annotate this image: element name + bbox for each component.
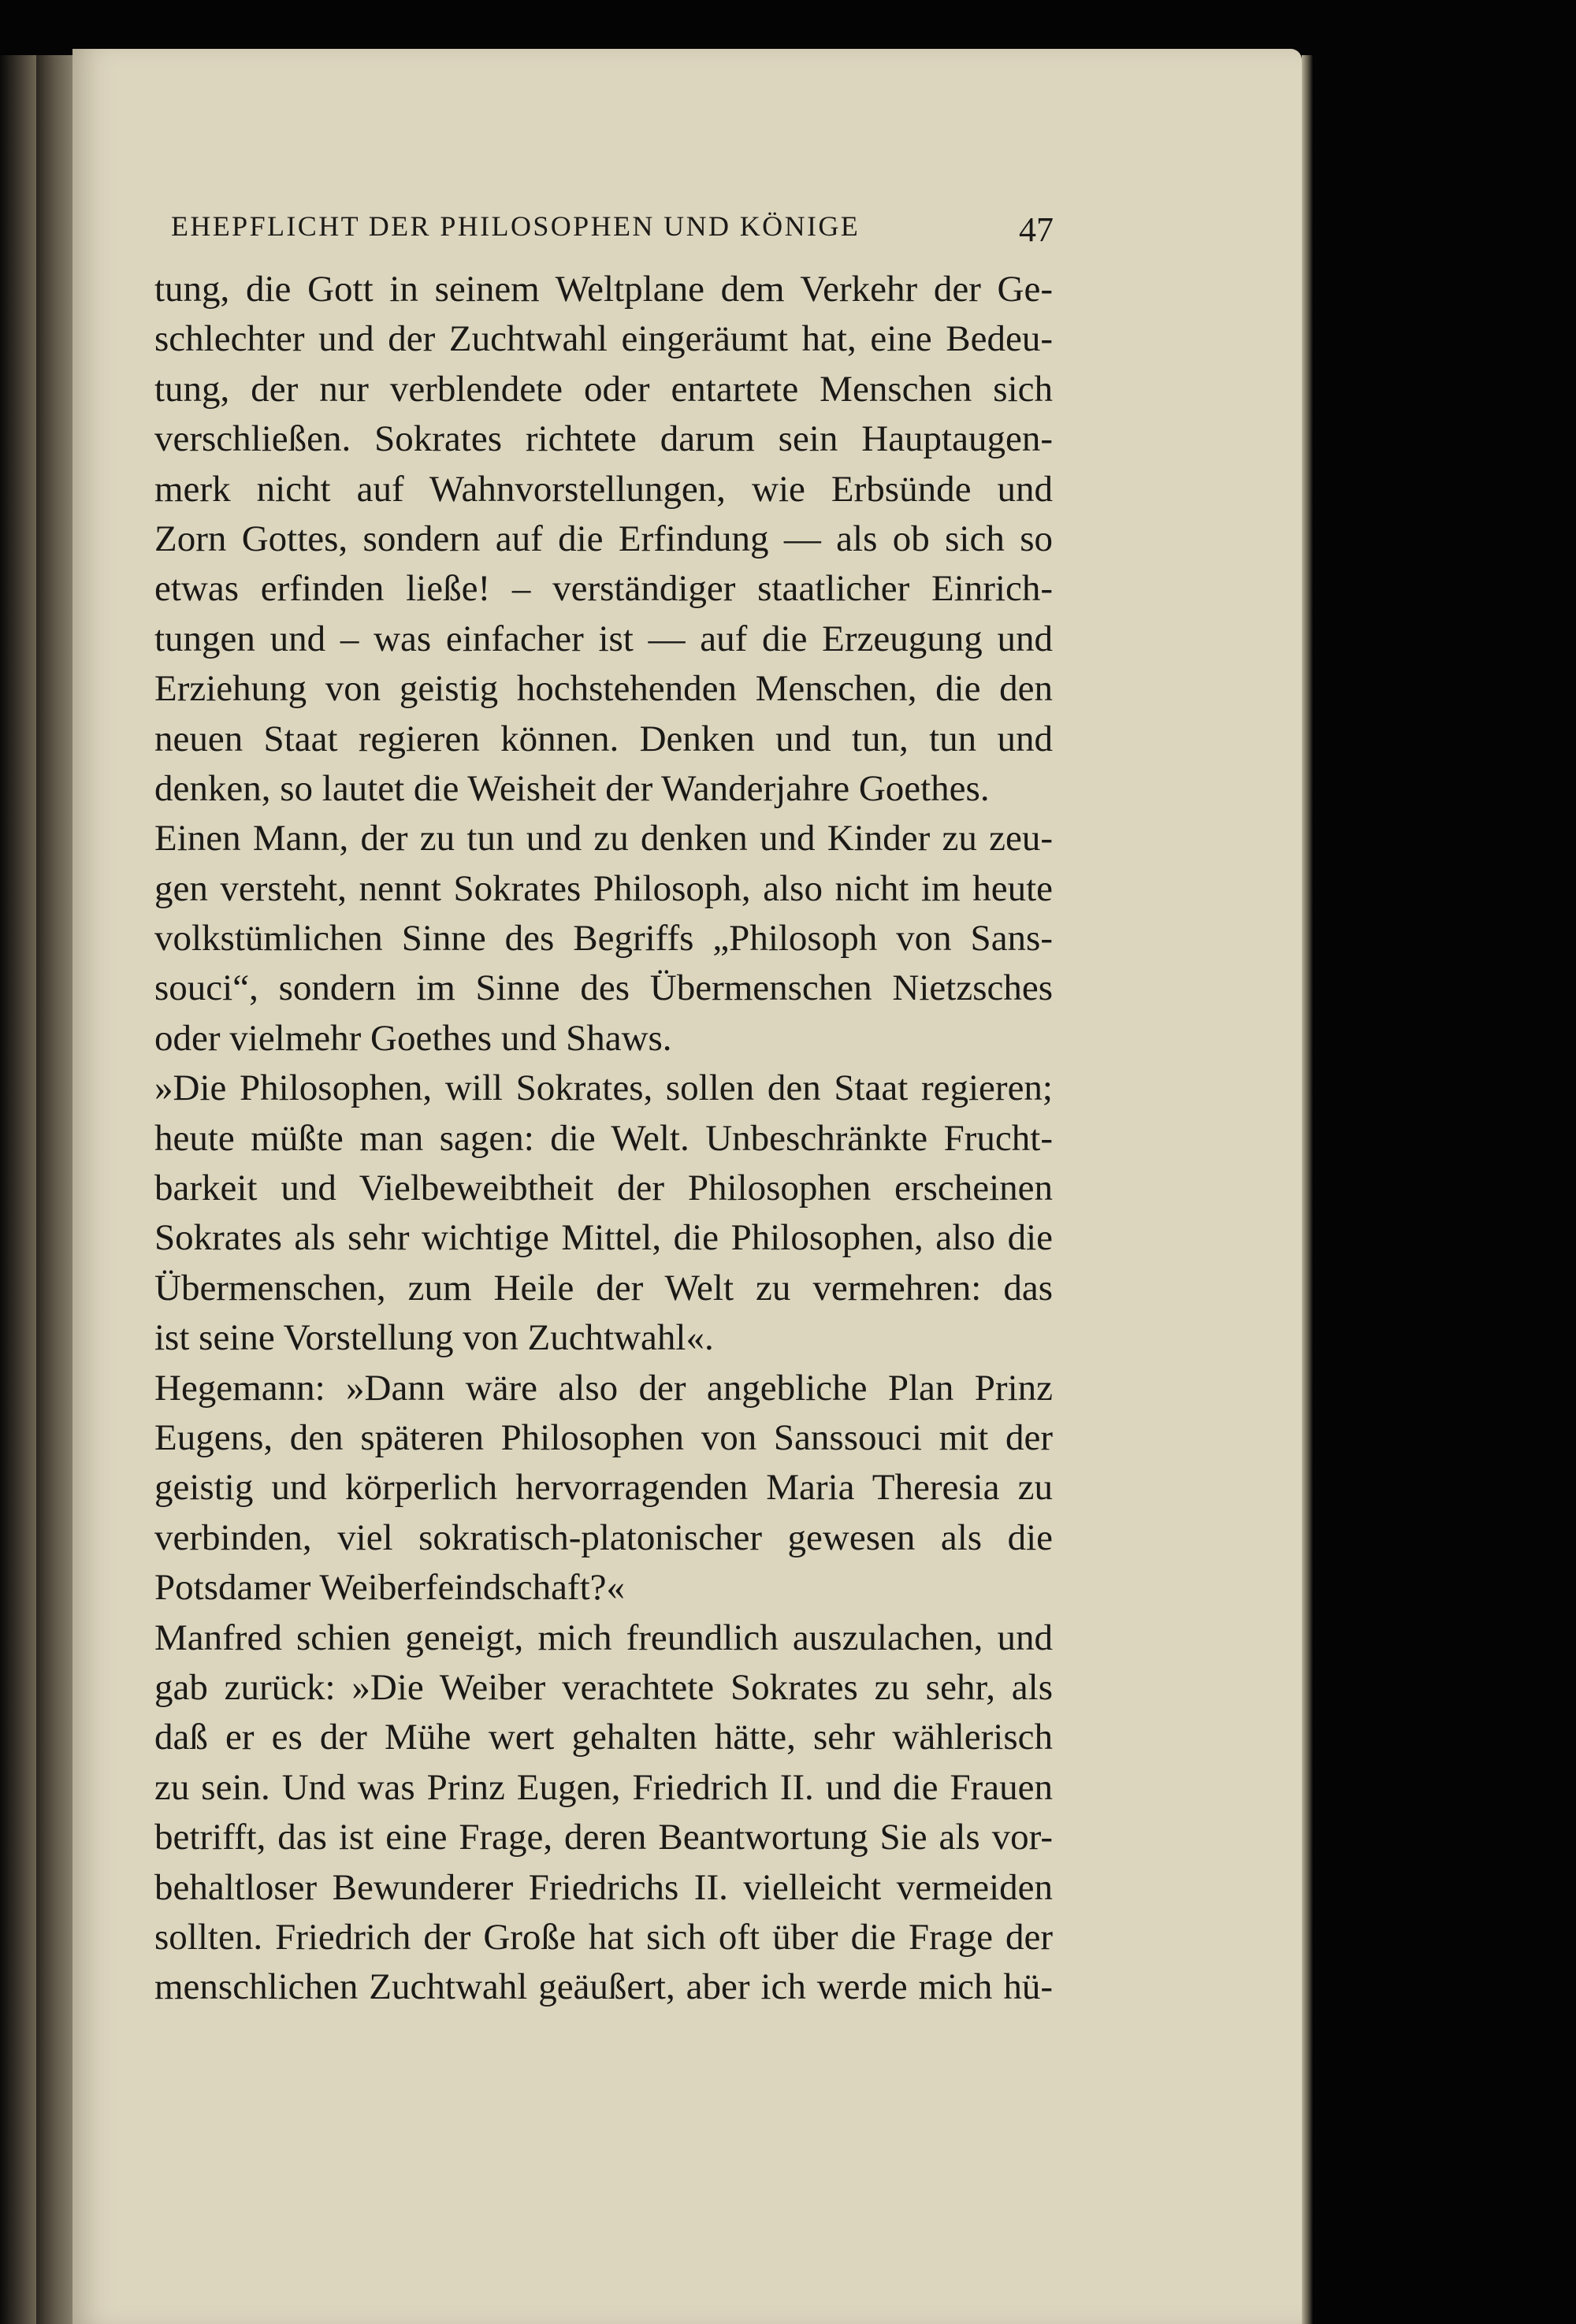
text-line: merk nicht auf Wahnvorstellungen, wie Erbsünde und — [154, 468, 1053, 510]
previous-page-edge — [0, 55, 36, 2324]
text-line: denken, so lautet die Weisheit der Wanderjahre Goethes. — [154, 767, 990, 809]
text-line: schlechter und der Zuchtwahl eingeräumt hat, eine Bedeu- — [154, 318, 1053, 360]
text-line: gab zurück: »Die Weiber verachtete Sokrates zu sehr, als — [154, 1666, 1053, 1708]
text-line: ist seine Vorstellung von Zuchtwahl«. — [154, 1317, 714, 1359]
running-head-title: EHEPFLICHT DER PHILOSOPHEN UND KÖNIGE — [171, 210, 860, 242]
text-line: Zorn Gottes, sondern auf die Erfindung — als ob sich so — [154, 518, 1053, 559]
text-line: Potsdamer Weiberfeindschaft?« — [154, 1567, 626, 1609]
text-line: Übermenschen, zum Heile der Welt zu vermehren: das — [154, 1267, 1053, 1309]
text-line: neuen Staat regieren können. Denken und tun, tun und — [154, 718, 1053, 759]
text-line: Manfred schien geneigt, mich freundlich auszulachen, und — [154, 1617, 1053, 1658]
text-line: Eugens, den späteren Philosophen von Sanssouci mit der — [154, 1416, 1053, 1458]
page-number: 47 — [1019, 210, 1054, 249]
text-line: gen versteht, nennt Sokrates Philosoph, also nicht im heute — [154, 867, 1053, 909]
text-line: geistig und körperlich hervorragenden Maria Theresia zu — [154, 1467, 1053, 1509]
text-line: tung, die Gott in seinem Weltplane dem Verkehr der Ge- — [154, 269, 1053, 310]
page-edge-shadow — [1302, 55, 1313, 2324]
text-line: Einen Mann, der zu tun und zu denken und Kinder zu zeu- — [154, 818, 1053, 859]
text-line: Erziehung von geistig hochstehenden Menschen, die den — [154, 668, 1053, 710]
running-head — [171, 210, 1054, 257]
text-line: etwas erfinden ließe! – verständiger staatlicher Einrich- — [154, 568, 1053, 610]
text-line: verschließen. Sokrates richtete darum sein Hauptaugen- — [154, 418, 1053, 460]
text-line: verbinden, viel sokratisch-platonischer gewesen als die — [154, 1517, 1053, 1558]
text-line: daß er es der Mühe wert gehalten hätte, sehr wählerisch — [154, 1717, 1053, 1758]
text-line: volkstümlichen Sinne des Begriffs „Philosoph von Sans- — [154, 918, 1053, 960]
text-line: tungen und – was einfacher ist — auf die Erzeugung und — [154, 618, 1053, 659]
text-line: heute müßte man sagen: die Welt. Unbeschränkte Frucht- — [154, 1117, 1053, 1159]
text-line: menschlichen Zuchtwahl geäußert, aber ich werde mich hü- — [154, 1966, 1053, 2008]
text-line: tung, der nur verblendete oder entartete Menschen sich — [154, 368, 1053, 410]
text-line: »Die Philosophen, will Sokrates, sollen den Staat regieren; — [154, 1067, 1053, 1109]
text-line: zu sein. Und was Prinz Eugen, Friedrich II. und die Frauen — [154, 1766, 1053, 1808]
book-gutter — [36, 55, 76, 2324]
text-line: behaltloser Bewunderer Friedrichs II. vielleicht vermeiden — [154, 1866, 1053, 1908]
text-line: oder vielmehr Goethes und Shaws. — [154, 1017, 672, 1059]
text-line: Hegemann: »Dann wäre also der angebliche Plan Prinz — [154, 1367, 1053, 1409]
text-line: Sokrates als sehr wichtige Mittel, die Philosophen, also die — [154, 1217, 1053, 1259]
text-line: souci“, sondern im Sinne des Übermenschen Nietzsches — [154, 967, 1053, 1009]
text-line: sollten. Friedrich der Große hat sich oft über die Frage der — [154, 1916, 1053, 1958]
body-text — [154, 265, 1053, 2013]
text-line: betrifft, das ist eine Frage, deren Beantwortung Sie als vor- — [154, 1817, 1053, 1858]
text-line: barkeit und Vielbeweibtheit der Philosophen erscheinen — [154, 1168, 1053, 1209]
